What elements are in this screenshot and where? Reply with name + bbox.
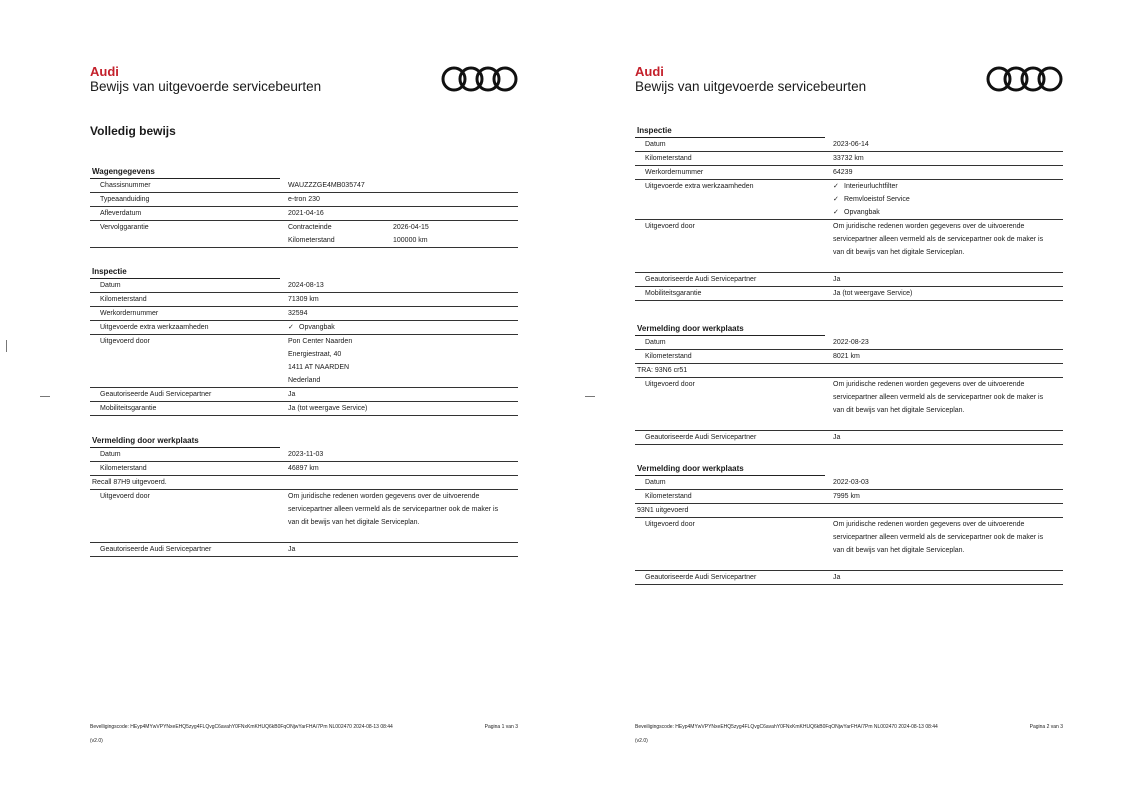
row-value: Ja [288,546,296,553]
row-label: Kilometerstand [100,465,147,472]
row-label: Uitgevoerd door [100,338,150,345]
page-heading: Volledig bewijs [90,124,176,138]
row-datum [635,336,1063,350]
contract-label: Contracteinde [288,224,332,231]
row-label: Geautoriseerde Audi Servicepartner [645,276,757,283]
section-title: Inspectie [635,125,825,138]
row-label: Uitgevoerd door [645,381,695,388]
km-pair [288,234,518,247]
row-label: Geautoriseerde Audi Servicepartner [645,574,757,581]
row-datum [90,448,518,462]
row-value: 2024-08-13 [288,282,324,289]
address-line: Nederland [288,377,321,384]
document-page-2 [545,0,1105,800]
disclaimer-line: van dit bewijs van het digitale Serviceplan. [288,519,420,526]
row-uitgevoerd-door [635,220,1063,273]
address-line: Pon Center Naarden [288,338,353,345]
row-label: Werkordernummer [100,310,159,317]
row-label: Datum [645,339,666,346]
page-number: Pagina 2 van 3 [1029,724,1063,730]
row-label: Mobiliteitsgarantie [645,290,702,297]
row-chassisnummer [90,179,518,193]
row-value: 2023-11-03 [288,451,324,458]
row-note [635,364,1063,378]
row-datum [635,476,1063,490]
row-value: 8021 km [833,353,860,360]
row-value: 2023-06-14 [833,141,869,148]
row-afleverdatum [90,207,518,221]
section-vermelding [90,435,518,557]
document-title: Bewijs van uitgevoerde servicebeurten [90,79,322,94]
row-value [833,180,1063,219]
row-label: Vervolggarantie [100,224,149,231]
disclaimer-line: Om juridische redenen worden gegevens over de uitvoerende [288,493,480,500]
check-icon: ✓ [833,209,839,216]
document-page-1 [0,0,560,800]
row-note-text: TRA: 93N6 cr51 [637,367,688,374]
row-value: 2022-03-03 [833,479,869,486]
row-value [288,335,518,387]
page-number: Pagina 1 van 3 [484,724,518,730]
row-value: 32594 [288,310,308,317]
row-label: Chassisnummer [100,182,151,189]
row-value: 64239 [833,169,853,176]
disclaimer-line: van dit bewijs van het digitale Serviceplan. [833,249,965,256]
disclaimer-line: servicepartner alleen vermeld als de servicepartner ook de maker is [833,394,1044,401]
audi-logo-icon [985,64,1065,94]
row-kilometerstand [635,490,1063,504]
extra-item-label: Interieurluchtfilter [844,183,898,190]
section-title: Inspectie [90,266,280,279]
row-label: Kilometerstand [645,353,692,360]
row-note-text: Recall 87H9 uitgevoerd. [92,479,167,486]
extra-item [833,206,1063,219]
row-value [288,490,518,542]
row-value: 7995 km [833,493,860,500]
row-servicepartner [635,431,1063,445]
row-label: Kilometerstand [645,493,692,500]
section-inspectie [90,266,518,416]
address-line: 1411 AT NAARDEN [288,364,350,371]
scan-mark [40,396,50,397]
row-label: Datum [645,479,666,486]
row-label: Kilometerstand [645,155,692,162]
row-value: Ja [833,434,841,441]
km-value: 100000 km [393,237,428,244]
section-title: Vermelding door werkplaats [635,323,825,336]
disclaimer-line: van dit bewijs van het digitale Serviceplan. [833,547,965,554]
disclaimer-line: servicepartner alleen vermeld als de servicepartner ook de maker is [833,236,1044,243]
row-value: WAUZZZGE4MB035747 [288,182,365,189]
contract-pair [288,221,518,234]
row-value: Ja [833,276,841,283]
row-label: Uitgevoerde extra werkzaamheden [100,324,209,331]
extra-item [288,321,518,334]
disclaimer-line: servicepartner alleen vermeld als de servicepartner ook de maker is [833,534,1044,541]
section-vermelding-2 [635,463,1063,585]
document-title: Bewijs van uitgevoerde servicebeurten [635,79,867,94]
extra-item-label: Opvangbak [299,324,335,331]
row-uitgevoerd-door [90,335,518,388]
row-value: e-tron 230 [288,196,320,203]
row-werkordernummer [635,166,1063,180]
row-datum [635,138,1063,152]
row-vervolggarantie [90,221,518,248]
spacer-line [833,259,1063,272]
row-kilometerstand [90,462,518,476]
row-extra-werkzaamheden [635,180,1063,220]
brand-name: Audi [90,64,119,79]
check-icon: ✓ [833,183,839,190]
row-value: 2021-04-16 [288,210,324,217]
row-label: Uitgevoerd door [645,223,695,230]
row-value: Ja [833,574,841,581]
row-value [833,220,1063,272]
row-uitgevoerd-door [635,378,1063,431]
row-label: Datum [100,282,121,289]
row-kilometerstand [90,293,518,307]
section-vermelding-1 [635,323,1063,445]
row-label: Uitgevoerd door [100,493,150,500]
disclaimer-line: van dit bewijs van het digitale Serviceplan. [833,407,965,414]
brand-name: Audi [635,64,664,79]
row-uitgevoerd-door [90,490,518,543]
row-label: Geautoriseerde Audi Servicepartner [100,391,212,398]
row-label: Datum [645,141,666,148]
row-servicepartner [90,388,518,402]
row-value [288,321,518,334]
spacer-line [288,529,518,542]
row-uitgevoerd-door [635,518,1063,571]
spacer-line [833,417,1063,430]
spacer-line [833,557,1063,570]
extra-item [833,180,1063,193]
row-servicepartner [635,571,1063,585]
disclaimer-line: servicepartner alleen vermeld als de servicepartner ook de maker is [288,506,499,513]
row-value: 46897 km [288,465,319,472]
section-title: Vermelding door werkplaats [635,463,825,476]
scan-mark [585,396,595,397]
row-label: Kilometerstand [100,296,147,303]
security-code: Beveiligingscode: HEyp4MYwVPYNxeEHQ5zyg4FLQvgC6avahY0FNxKmKHUQ6kB0FqONjwYarFHA/7Pm NL002470 2024-08-13 08:44 [635,724,938,730]
row-value: Ja [288,391,296,398]
row-datum [90,279,518,293]
row-value [833,378,1063,430]
scan-mark [6,340,7,352]
row-label: Afleverdatum [100,210,142,217]
disclaimer-line: Om juridische redenen worden gegevens over de uitvoerende [833,223,1025,230]
row-value: 33732 km [833,155,864,162]
row-servicepartner [635,273,1063,287]
row-label: Uitgevoerd door [645,521,695,528]
row-label: Typeaanduiding [100,196,150,203]
row-servicepartner [90,543,518,557]
section-title: Wagengegevens [90,166,280,179]
section-inspectie [635,125,1063,301]
row-note-text: 93N1 uitgevoerd [637,507,689,514]
check-icon: ✓ [288,324,294,331]
row-mobiliteitsgarantie [635,287,1063,301]
row-value: 2022-08-23 [833,339,869,346]
row-typeaanduiding [90,193,518,207]
row-label: Geautoriseerde Audi Servicepartner [645,434,757,441]
version-label: (v2.0) [90,738,103,744]
contract-value: 2026-04-15 [393,224,429,231]
km-label: Kilometerstand [288,237,335,244]
row-value [833,518,1063,570]
row-note [635,504,1063,518]
row-extra-werkzaamheden [90,321,518,335]
section-title: Vermelding door werkplaats [90,435,280,448]
row-value: Ja (tot weergave Service) [288,405,368,412]
row-value [288,221,518,247]
row-kilometerstand [635,152,1063,166]
row-value: Ja (tot weergave Service) [833,290,913,297]
row-label: Mobiliteitsgarantie [100,405,157,412]
extra-item-label: Remvloeistof Service [844,196,910,203]
row-label: Werkordernummer [645,169,704,176]
extra-item [833,193,1063,206]
check-icon: ✓ [833,196,839,203]
row-kilometerstand [635,350,1063,364]
version-label: (v2.0) [635,738,648,744]
extra-item-label: Opvangbak [844,209,880,216]
row-label: Geautoriseerde Audi Servicepartner [100,546,212,553]
disclaimer-line: Om juridische redenen worden gegevens over de uitvoerende [833,381,1025,388]
row-mobiliteitsgarantie [90,402,518,416]
row-label: Datum [100,451,121,458]
disclaimer-line: Om juridische redenen worden gegevens over de uitvoerende [833,521,1025,528]
row-note [90,476,518,490]
row-werkordernummer [90,307,518,321]
row-value: 71309 km [288,296,319,303]
security-code: Bevelligingscode: HEyp4MYwVPYNxeEHQ5zyg4FLQvgC6avahY0FNxKmKHUQ6kB0FqONjwYarFHA/7Pm NL002470 2024-08-13 08:44 [90,724,393,730]
address-line: Energiestraat, 40 [288,351,342,358]
section-wagengegevens [90,166,518,248]
audi-logo-icon [440,64,520,94]
row-label: Uitgevoerde extra werkzaamheden [645,183,754,190]
